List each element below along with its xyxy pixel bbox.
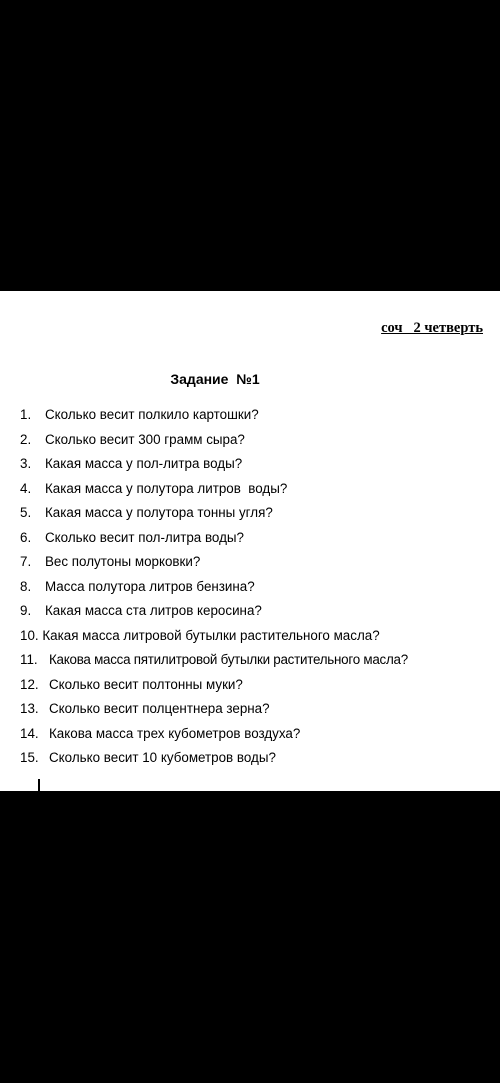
question-text: Сколько весит полцентнера зерна? — [49, 701, 270, 716]
document-page — [0, 291, 500, 791]
question-number: 11. — [20, 652, 38, 667]
question-text: Какая масса литровой бутылки растительного масла? — [42, 627, 380, 643]
question-number: 14. — [20, 725, 39, 741]
question-list — [20, 403, 408, 771]
question-number: 9. — [20, 603, 32, 618]
question-text: Масса полутора литров бензина? — [45, 578, 255, 594]
question-text: Сколько весит 300 грамм сыра? — [45, 431, 245, 447]
question-number: 13. — [20, 701, 39, 716]
question-text: Сколько весит 10 кубометров воды? — [49, 750, 276, 765]
header-label: соч 2 четверть — [381, 320, 483, 336]
question-number: 12. — [20, 676, 39, 692]
question-item — [20, 599, 408, 624]
question-item — [20, 550, 408, 575]
question-item — [20, 648, 408, 673]
text-cursor — [38, 779, 40, 791]
question-number: 5. — [20, 505, 32, 520]
question-item — [20, 477, 408, 502]
question-number: 6. — [20, 529, 32, 545]
question-item — [20, 722, 408, 747]
question-text: Сколько весит пол-литра воды? — [45, 529, 244, 545]
question-item — [20, 428, 408, 453]
question-item — [20, 673, 408, 698]
question-number: 8. — [20, 578, 32, 594]
question-number: 4. — [20, 480, 32, 496]
question-text: Какая масса у пол-литра воды? — [45, 456, 243, 471]
question-text: Какая масса у полутора тонны угля? — [45, 505, 273, 520]
question-text: Сколько весит полтонны муки? — [49, 676, 243, 692]
question-item — [20, 624, 408, 649]
question-text: Какая масса у полутора литров воды? — [45, 480, 288, 496]
question-text: Какова масса трех кубометров воздуха? — [49, 725, 301, 741]
question-number: 7. — [20, 554, 32, 569]
question-text: Сколько весит полкило картошки? — [45, 407, 259, 422]
question-number: 2. — [20, 431, 32, 447]
question-item — [20, 501, 408, 526]
question-item — [20, 452, 408, 477]
question-number: 1. — [20, 407, 32, 422]
question-item — [20, 746, 408, 771]
question-text: Какова масса пятилитровой бутылки растительного масла? — [49, 652, 408, 667]
question-item — [20, 403, 408, 428]
question-item — [20, 575, 408, 600]
question-number: 15. — [20, 750, 39, 765]
question-text: Вес полутоны морковки? — [45, 554, 201, 569]
question-item — [20, 526, 408, 551]
question-number: 3. — [20, 456, 32, 471]
question-number: 10. — [20, 627, 39, 643]
question-item — [20, 697, 408, 722]
task-title: Задание №1 — [170, 371, 260, 387]
question-text: Какая масса ста литров керосина? — [45, 603, 262, 618]
